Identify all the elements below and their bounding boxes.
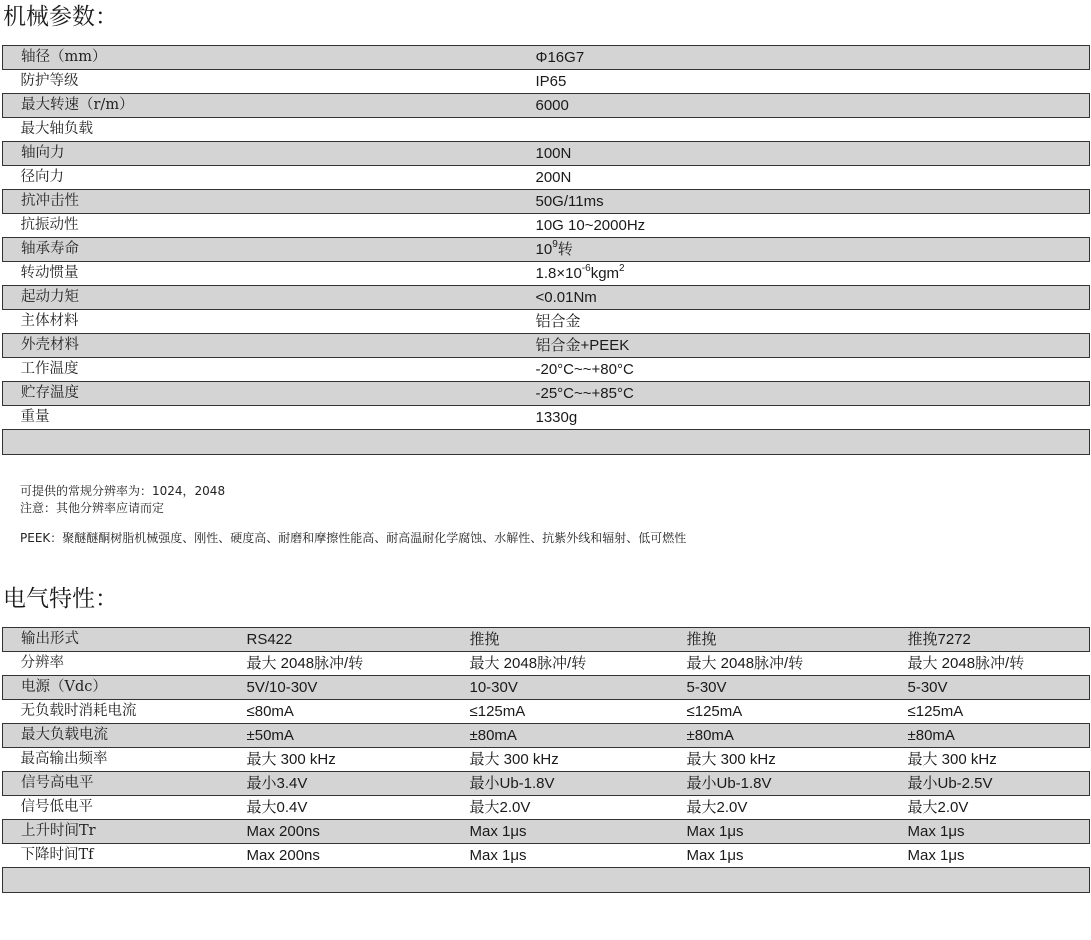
row-value: 最大 2048脉冲/转 bbox=[246, 655, 364, 672]
row-label: 径向力 bbox=[20, 169, 64, 185]
row-value: 最小Ub-1.8V bbox=[669, 772, 890, 796]
row-value: 推挽 bbox=[669, 628, 890, 652]
row-label: 主体材料 bbox=[20, 313, 79, 329]
row-label: 轴承寿命 bbox=[3, 238, 518, 262]
row-label: 重量 bbox=[20, 409, 50, 425]
row-value: ±50mA bbox=[229, 724, 452, 748]
resolution-note: 可提供的常规分辨率为：1024，2048 bbox=[20, 484, 226, 498]
row-value: 铝合金 bbox=[535, 313, 581, 330]
table-footer-bar bbox=[3, 430, 1090, 455]
table-row bbox=[3, 190, 1090, 214]
table-row bbox=[3, 652, 1090, 676]
row-value: 5-30V bbox=[669, 676, 890, 700]
table-row bbox=[3, 628, 1090, 652]
row-value: ≤80mA bbox=[246, 703, 294, 720]
row-label: 上升时间Tr bbox=[3, 820, 229, 844]
row-value: ≤125mA bbox=[469, 703, 526, 720]
row-value: Max 1μs bbox=[452, 820, 669, 844]
row-value: ±80mA bbox=[890, 724, 1090, 748]
row-value: 铝合金+PEEK bbox=[518, 334, 1090, 358]
table-row bbox=[3, 358, 1090, 382]
row-value: 最大 2048脉冲/转 bbox=[686, 655, 804, 672]
row-value: IP65 bbox=[535, 73, 567, 90]
row-value: 最大2.0V bbox=[907, 799, 969, 816]
row-label: 电源（Vdc） bbox=[3, 676, 229, 700]
table-row bbox=[3, 94, 1090, 118]
row-value bbox=[518, 238, 1090, 262]
row-value: 最大0.4V bbox=[246, 799, 308, 816]
table-row bbox=[3, 700, 1090, 724]
table-row bbox=[3, 166, 1090, 190]
row-label: 信号高电平 bbox=[3, 772, 229, 796]
custom-resolution-note: 注意：其他分辨率应请而定 bbox=[20, 501, 165, 515]
row-value: 6000 bbox=[518, 94, 1090, 118]
table-row bbox=[3, 262, 1090, 286]
row-value: -25°C~~+85°C bbox=[518, 382, 1090, 406]
row-value: 最小Ub-2.5V bbox=[890, 772, 1090, 796]
table-row bbox=[3, 796, 1090, 820]
table-row bbox=[3, 46, 1090, 70]
table-row bbox=[3, 382, 1090, 406]
value-unit-exponent: 2 bbox=[619, 263, 625, 274]
row-value: RS422 bbox=[229, 628, 452, 652]
row-value: 最大 300 kHz bbox=[686, 751, 776, 768]
table-row bbox=[3, 142, 1090, 166]
row-label: 输出形式 bbox=[3, 628, 229, 652]
row-value: 10G 10~2000Hz bbox=[535, 217, 646, 234]
value-unit: kgm bbox=[590, 265, 620, 282]
row-label: 抗振动性 bbox=[20, 217, 79, 233]
row-value: Max 1μs bbox=[907, 847, 965, 864]
row-value: Φ16G7 bbox=[518, 46, 1090, 70]
mechanical-table bbox=[2, 45, 1090, 455]
table-row bbox=[3, 286, 1090, 310]
row-value: 推挽7272 bbox=[890, 628, 1090, 652]
row-value: 最大2.0V bbox=[686, 799, 748, 816]
table-row bbox=[3, 334, 1090, 358]
row-value bbox=[518, 118, 1090, 142]
value-base: 10 bbox=[535, 241, 553, 258]
table-row bbox=[3, 676, 1090, 700]
row-label: 起动力矩 bbox=[3, 286, 518, 310]
row-label: 转动惯量 bbox=[20, 265, 79, 281]
row-value: Max 1μs bbox=[669, 820, 890, 844]
row-value: 最大2.0V bbox=[469, 799, 531, 816]
table-row bbox=[3, 238, 1090, 262]
value-mantissa: 1.8×10 bbox=[535, 265, 582, 282]
row-label: 下降时间Tf bbox=[20, 847, 94, 863]
row-value bbox=[518, 262, 1090, 286]
value-exponent: -6 bbox=[581, 263, 591, 274]
row-label: 抗冲击性 bbox=[3, 190, 518, 214]
row-value: ≤125mA bbox=[686, 703, 743, 720]
mechanical-title: 机械参数： bbox=[3, 4, 118, 30]
row-label: 工作温度 bbox=[20, 361, 79, 377]
table-row bbox=[3, 820, 1090, 844]
row-value: 200N bbox=[535, 169, 572, 186]
electrical-table bbox=[2, 627, 1090, 893]
table-row bbox=[3, 406, 1090, 430]
table-row bbox=[3, 118, 1090, 142]
row-value: 最大 300 kHz bbox=[469, 751, 559, 768]
row-value: 100N bbox=[518, 142, 1090, 166]
row-value: ≤125mA bbox=[907, 703, 964, 720]
row-value: 最大 300 kHz bbox=[246, 751, 336, 768]
row-value: <0.01Nm bbox=[518, 286, 1090, 310]
table-row bbox=[3, 772, 1090, 796]
row-label: 贮存温度 bbox=[3, 382, 518, 406]
table-row bbox=[3, 70, 1090, 94]
row-label: 外壳材料 bbox=[3, 334, 518, 358]
row-value: 推挽 bbox=[452, 628, 669, 652]
row-value: 1330g bbox=[535, 409, 578, 426]
row-label: 轴向力 bbox=[3, 142, 518, 166]
row-label: 无负载时消耗电流 bbox=[20, 703, 137, 719]
row-label: 最大转速（r/m） bbox=[3, 94, 518, 118]
row-label: 最高输出频率 bbox=[20, 751, 108, 767]
table-footer-bar bbox=[3, 868, 1090, 893]
row-value: Max 1μs bbox=[686, 847, 744, 864]
row-value: 最小3.4V bbox=[229, 772, 452, 796]
table-row bbox=[3, 310, 1090, 334]
row-value: Max 200ns bbox=[229, 820, 452, 844]
peek-note: PEEK：聚醚醚酮树脂机械强度、刚性、硬度高、耐磨和摩擦性能高、耐高温耐化学腐蚀、水解性、抗紫外线和辐射、低可燃性 bbox=[20, 531, 687, 545]
row-value: 50G/11ms bbox=[518, 190, 1090, 214]
row-value: 5V/10-30V bbox=[229, 676, 452, 700]
row-label: 轴径（mm） bbox=[3, 46, 518, 70]
row-value: ±80mA bbox=[669, 724, 890, 748]
row-value: Max 200ns bbox=[246, 847, 320, 864]
table-row bbox=[3, 844, 1090, 868]
value-exponent: 9 bbox=[552, 239, 558, 250]
row-label: 分辨率 bbox=[20, 655, 64, 671]
row-value: 最大 2048脉冲/转 bbox=[469, 655, 587, 672]
row-label: 信号低电平 bbox=[20, 799, 93, 815]
table-row bbox=[3, 214, 1090, 238]
row-label: 防护等级 bbox=[20, 73, 79, 89]
row-value: Max 1μs bbox=[469, 847, 527, 864]
table-row bbox=[3, 748, 1090, 772]
row-value: 5-30V bbox=[890, 676, 1090, 700]
table-row bbox=[3, 724, 1090, 748]
row-label: 最大负载电流 bbox=[3, 724, 229, 748]
row-label: 最大轴负载 bbox=[20, 121, 93, 137]
electrical-title: 电气特性： bbox=[3, 586, 118, 612]
value-unit: 转 bbox=[557, 241, 573, 258]
row-value: -20°C~~+80°C bbox=[535, 361, 634, 378]
row-value: 10-30V bbox=[452, 676, 669, 700]
row-value: ±80mA bbox=[452, 724, 669, 748]
row-value: 最小Ub-1.8V bbox=[452, 772, 669, 796]
row-value: 最大 2048脉冲/转 bbox=[907, 655, 1025, 672]
row-value: Max 1μs bbox=[890, 820, 1090, 844]
row-value: 最大 300 kHz bbox=[907, 751, 997, 768]
